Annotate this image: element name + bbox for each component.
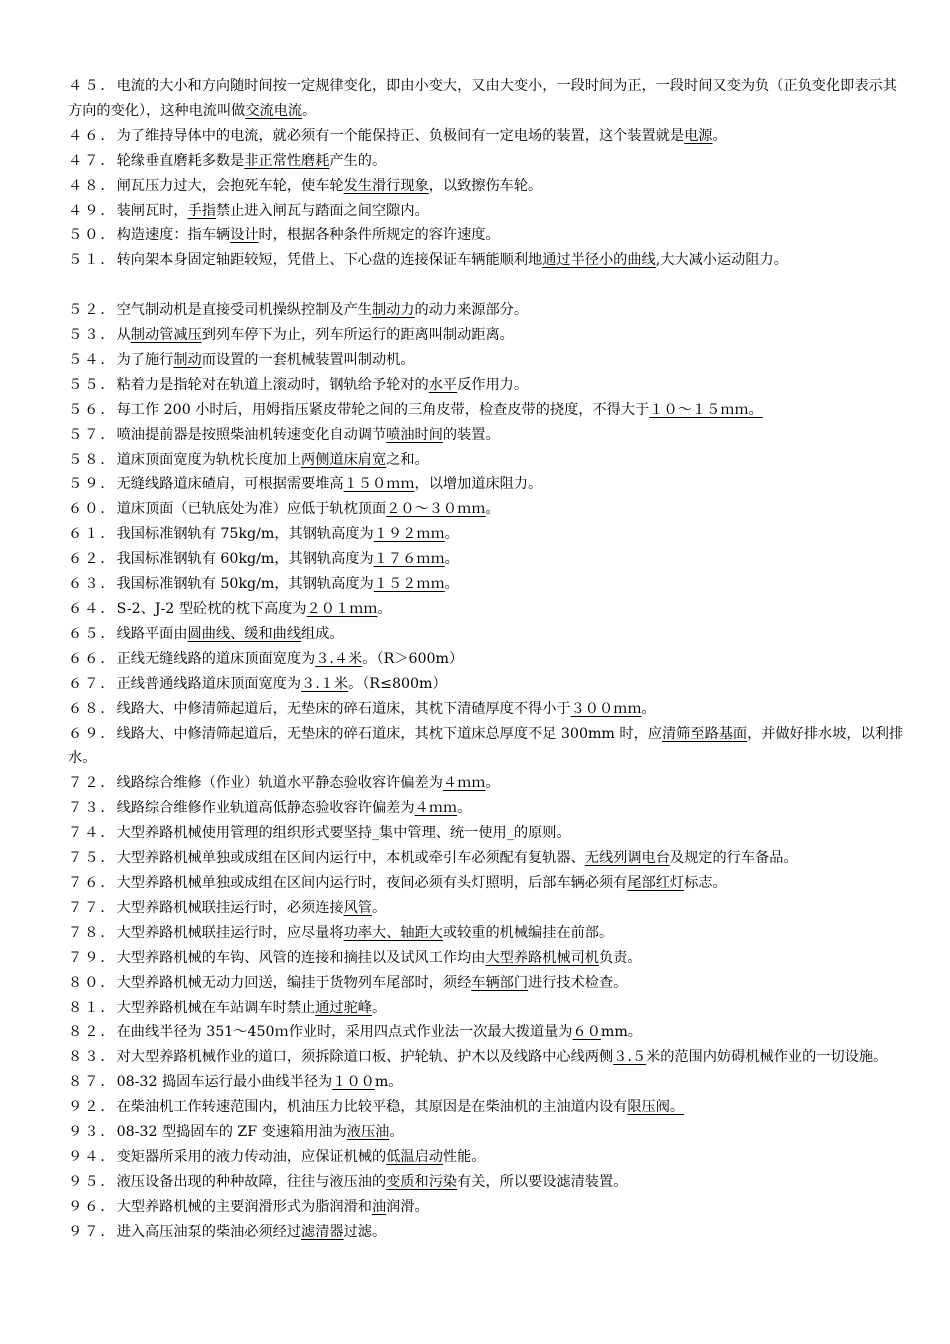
- question-text: 大型养路机械单独或成组在区间内运行时，夜间必须有头灯照明，后部车辆必须有: [116, 874, 628, 891]
- answer-text: １５０ｍｍ: [343, 476, 415, 493]
- document-page: [68, 74, 910, 1245]
- question-number: ５１．: [68, 252, 117, 269]
- answer-text: 非正常性磨耗: [244, 152, 330, 169]
- answer-text: 车辆部门: [471, 974, 529, 991]
- question-number: ９５．: [68, 1173, 117, 1190]
- answer-text: 功率大、轴距大: [343, 924, 443, 941]
- question-item: [68, 572, 910, 597]
- question-item: [68, 298, 910, 323]
- question-text: 。: [389, 1124, 404, 1141]
- question-text: 。: [302, 102, 317, 119]
- question-text: 电流的大小和方向随时间按一定规律变化，即由小变大，又由大变小，一段时间为正，一段时间又变为负（正负变化即表示其方向的变化），这种电流叫做: [68, 78, 897, 119]
- question-item: [68, 398, 910, 423]
- answer-text: 风管: [343, 899, 372, 916]
- question-number: ４６．: [68, 127, 117, 144]
- question-item: [68, 248, 910, 273]
- question-item: [68, 771, 910, 796]
- question-text: 大型养路机械联挂运行时，应尽量将: [116, 924, 344, 941]
- question-item: [68, 1170, 910, 1195]
- question-text: S-2、J-2 型砼枕的枕下高度为: [116, 601, 307, 618]
- question-item: [68, 348, 910, 373]
- question-number: ６８．: [68, 700, 117, 717]
- question-text: 。（R＞600m）: [362, 650, 464, 667]
- question-text: 装闸瓦时，: [116, 202, 188, 219]
- question-item: [68, 722, 910, 772]
- answer-text: ３.５: [613, 1049, 647, 1066]
- question-item: [68, 74, 910, 124]
- question-text: 每工作 200 小时后，用姆指压紧皮带轮之间的三角皮带，检查皮带的挠度，不得大于: [116, 401, 650, 418]
- question-number: ４７．: [68, 152, 117, 169]
- question-text: 。: [371, 899, 387, 916]
- answer-text: 水平: [428, 376, 458, 393]
- question-text: 。: [485, 501, 500, 518]
- question-item: [68, 622, 910, 647]
- question-text: 线路综合维修作业轨道高低静态验收容许偏差为: [116, 800, 415, 817]
- question-number: ９７．: [68, 1223, 117, 1240]
- question-text: 我国标准钢轨有 60kg/m，其钢轨高度为: [116, 551, 374, 568]
- answer-text: 手指: [187, 202, 216, 219]
- question-number: ９４．: [68, 1148, 117, 1165]
- question-number: ６０．: [68, 501, 117, 518]
- answer-text: 低温启动: [386, 1148, 443, 1165]
- answer-text: ４ｍｍ: [442, 775, 486, 792]
- question-text: 时，根据各种条件所规定的容许速度。: [258, 227, 500, 244]
- question-item: [68, 896, 910, 921]
- question-item: [68, 821, 910, 846]
- question-text: 。: [712, 127, 727, 144]
- answer-text: 通过半径小的曲线: [542, 252, 656, 269]
- question-number: ８２．: [68, 1024, 117, 1041]
- answer-text: ４ｍｍ: [414, 800, 458, 817]
- answer-text: ３００ｍｍ: [570, 700, 642, 717]
- question-number: ５８．: [68, 451, 117, 468]
- question-number: ９６．: [68, 1198, 117, 1215]
- question-number: ６６．: [68, 650, 117, 667]
- question-text: 为了施行: [116, 351, 174, 368]
- question-number: ５６．: [68, 401, 117, 418]
- question-text: 无缝线路道床碴肩，可根据需要堆高: [116, 476, 344, 493]
- question-item: [68, 223, 910, 248]
- answer-text: 大型养路机械司机: [485, 949, 599, 966]
- answer-text: 电源: [684, 127, 713, 144]
- question-text: 我国标准钢轨有 75kg/m，其钢轨高度为: [116, 526, 374, 543]
- answer-text: １５２ｍｍ: [373, 576, 445, 593]
- question-item: [68, 971, 910, 996]
- question-text: 粘着力是指轮对在轨道上滚动时，钢轨给予轮对的: [116, 376, 429, 393]
- question-text: 从: [116, 327, 131, 344]
- question-text: 标志。: [684, 874, 727, 891]
- question-text: 构造速度：指车辆: [116, 227, 231, 244]
- question-text: 轮缘垂直磨耗多数是: [116, 152, 245, 169]
- question-item: [68, 597, 910, 622]
- question-text: 闸瓦压力过大，会抱死车轮，使车轮: [116, 177, 344, 194]
- question-text: 产生的。: [329, 152, 387, 169]
- question-number: ７６．: [68, 874, 117, 891]
- question-number: ７２．: [68, 775, 117, 792]
- question-text: 大型养路机械单独或成组在区间内运行中，本机或牵引车必须配有复轨器、: [116, 850, 585, 867]
- question-text: 组成。: [301, 625, 344, 642]
- answer-text: 喷油时间: [386, 426, 443, 443]
- question-item: [68, 547, 910, 572]
- question-item: [68, 946, 910, 971]
- question-item: [68, 522, 910, 547]
- answer-text: １０～１５ｍｍ。: [649, 401, 763, 418]
- question-item: [68, 1070, 910, 1095]
- answer-text: 尾部红灯: [627, 874, 685, 891]
- question-number: ４８．: [68, 177, 117, 194]
- question-item: [68, 871, 910, 896]
- answer-text: 滤清器: [301, 1223, 344, 1240]
- answer-text: 液压油: [346, 1124, 390, 1141]
- question-item: [68, 448, 910, 473]
- question-text: 的装置。: [442, 426, 500, 443]
- question-text: 之和。: [386, 451, 429, 468]
- question-number: ５５．: [68, 376, 117, 393]
- question-number: ６３．: [68, 576, 117, 593]
- question-number: ７９．: [68, 949, 117, 966]
- question-text: mm。: [600, 1024, 642, 1041]
- question-text: 线路平面由: [116, 625, 188, 642]
- question-number: ５９．: [68, 476, 117, 493]
- answer-text: １００: [332, 1074, 375, 1091]
- question-text: 而设置的一套机械装置叫制动机。: [201, 351, 415, 368]
- answer-text: ３.１米: [301, 675, 349, 692]
- question-text: 08-32 型捣固车的 ZF 变速箱用油为: [116, 1124, 347, 1141]
- question-text: 进入高压油泵的柴油必须经过: [116, 1223, 302, 1240]
- question-number: ８０．: [68, 974, 117, 991]
- question-item: [68, 373, 910, 398]
- question-number: ６４．: [68, 601, 117, 618]
- question-text: 。: [485, 775, 500, 792]
- question-text: 线路综合维修（作业）轨道水平静态验收容许偏差为: [116, 775, 443, 792]
- question-text: 。: [444, 551, 459, 568]
- question-text: 线路大、中修清筛起道后，无垫床的碎石道床，其枕下道床总厚度不足 300mm 时，应: [116, 725, 662, 742]
- question-number: ４５．: [68, 78, 117, 94]
- question-item: [68, 846, 910, 871]
- answer-text: 圆曲线、缓和曲线: [187, 625, 302, 642]
- question-text: 及规定的行车备品。: [669, 850, 798, 867]
- answer-text: ２０１ｍｍ: [306, 601, 378, 618]
- answer-text: ３.４米: [315, 650, 363, 667]
- question-text: 转向架本身固定轴距较短，凭借上、下心盘的连接保证车辆能顺利地: [116, 252, 543, 269]
- question-text: 大型养路机械在车站调车时禁止: [116, 999, 316, 1016]
- answer-text: 交流电流: [245, 102, 303, 119]
- answer-text: 制动力: [371, 302, 415, 319]
- question-number: ７５．: [68, 850, 117, 867]
- question-text: 正线无缝线路的道床顶面宽度为: [116, 650, 316, 667]
- question-text: 进行技术检查。: [528, 974, 628, 991]
- question-number: ８１．: [68, 999, 117, 1016]
- answer-text: ２０～３０ｍｍ: [386, 501, 486, 518]
- question-text: 。: [377, 601, 392, 618]
- question-text: 在曲线半径为 351～450ｍ作业时，采用四点式作业法一次最大拨道量为: [116, 1024, 573, 1041]
- question-number: ７７．: [68, 899, 117, 916]
- question-item: [68, 1120, 910, 1145]
- question-item: [68, 996, 910, 1021]
- question-number: ７４．: [68, 825, 117, 842]
- answer-text: 发生滑行现象: [343, 177, 429, 194]
- question-text: 08-32 捣固车运行最小曲线半径为: [116, 1074, 333, 1091]
- question-number: ６９．: [68, 725, 117, 742]
- question-text: 有关，所以要设滤清装置。: [457, 1173, 628, 1190]
- question-text: 或较重的机械编挂在前部。: [442, 924, 614, 941]
- answer-text: 油: [371, 1198, 387, 1215]
- question-text: 大型养路机械的主要润滑形式为脂润滑和: [116, 1198, 372, 1215]
- answer-text: 制动: [173, 351, 202, 368]
- question-item: [68, 199, 910, 224]
- question-text: 为了维持导体中的电流，就必须有一个能保持正、负极间有一定电场的装置，这个装置就是: [116, 127, 685, 144]
- question-item: [68, 149, 910, 174]
- question-number: ４９．: [68, 202, 117, 219]
- answer-text: 通过驼峰: [315, 999, 372, 1016]
- question-text: 。: [641, 700, 656, 717]
- answer-text: １７６ｍｍ: [373, 551, 445, 568]
- question-item: [68, 1195, 910, 1220]
- question-text: 。（R≤800m）: [348, 675, 447, 692]
- answer-text: 无线列调电台: [584, 850, 670, 867]
- question-text: ,大大减小运动阻力。: [655, 252, 788, 269]
- question-number: ９３．: [68, 1124, 117, 1141]
- question-text: 正线普通线路道床顶面宽度为: [116, 675, 302, 692]
- question-number: ８３．: [68, 1049, 117, 1066]
- question-text: 道床顶面宽度为轨枕长度加上: [116, 451, 302, 468]
- question-item: [68, 921, 910, 946]
- answer-text: 设计: [230, 227, 259, 244]
- question-number: ９２．: [68, 1099, 117, 1116]
- question-item: [68, 423, 910, 448]
- question-number: ６１．: [68, 526, 117, 543]
- question-number: ５０．: [68, 227, 117, 244]
- question-item: [68, 672, 910, 697]
- question-text: 线路大、中修清筛起道后，无垫床的碎石道床，其枕下清碴厚度不得小于: [116, 700, 571, 717]
- question-text: ，以增加道床阻力。: [414, 476, 543, 493]
- question-text: 润滑。: [386, 1198, 429, 1215]
- question-item: [68, 697, 910, 722]
- question-text: 。: [371, 999, 387, 1016]
- question-number: ６５．: [68, 625, 117, 642]
- question-number: ５７．: [68, 426, 117, 443]
- question-text: 液压设备出现的种种故障，往往与液压油的: [116, 1173, 387, 1190]
- question-text: 过滤。: [343, 1223, 387, 1240]
- question-text: 米的范围内妨碍机械作业的一切设施。: [646, 1049, 888, 1066]
- question-item: [68, 796, 910, 821]
- question-text: 。: [444, 576, 459, 593]
- question-text: 喷油提前器是按照柴油机转速变化自动调节: [116, 426, 387, 443]
- question-text: 道床顶面（已轨底处为准）应低于轨枕顶面: [116, 501, 387, 518]
- question-text: 对大型养路机械作业的道口，须拆除道口板、护轮轨、护木以及线路中心线两侧: [116, 1049, 614, 1066]
- question-text: 大型养路机械使用管理的组织形式要坚持_集中管理、统一使用_的原则。: [116, 825, 571, 842]
- question-item: [68, 174, 910, 199]
- question-number: ７８．: [68, 924, 117, 941]
- question-text: 反作用力。: [457, 376, 529, 393]
- question-text: 。: [457, 800, 472, 817]
- question-text: 大型养路机械联挂运行时，必须连接: [116, 899, 344, 916]
- question-item: [68, 1045, 910, 1070]
- question-text: m。: [374, 1074, 403, 1091]
- question-item: [68, 472, 910, 497]
- answer-text: 两侧道床肩宽: [301, 451, 387, 468]
- question-number: ６２．: [68, 551, 117, 568]
- question-text: 我国标准钢轨有 50kg/m，其钢轨高度为: [116, 576, 374, 593]
- question-text: ，以致擦伤车轮。: [428, 177, 543, 194]
- question-item: [68, 497, 910, 522]
- question-item: [68, 323, 910, 348]
- question-item: [68, 1145, 910, 1170]
- question-item: [68, 1220, 910, 1245]
- question-text: 。: [444, 526, 459, 543]
- question-text: 在柴油机工作转速范围内，机油压力比较平稳，其原因是在柴油机的主油道内设有: [116, 1099, 628, 1116]
- question-text: 大型养路机械的车钩、风管的连接和摘挂以及试风工作均由: [116, 949, 486, 966]
- question-item: [68, 647, 910, 672]
- question-number: ６７．: [68, 675, 117, 692]
- question-text: 空气制动机是直接受司机操纵控制及产生: [116, 302, 372, 319]
- question-text: 性能。: [442, 1148, 486, 1165]
- question-number: ５４．: [68, 351, 117, 368]
- answer-text: 清筛至路基面: [661, 725, 748, 742]
- question-text: ，并做好排水坡，以利排水。: [68, 725, 904, 767]
- answer-text: 制动管减压: [130, 327, 202, 344]
- answer-text: １９２ｍｍ: [373, 526, 445, 543]
- question-number: ８７．: [68, 1074, 117, 1091]
- question-text: 禁止进入闸瓦与踏面之间空隙内。: [215, 202, 429, 219]
- question-number: ７３．: [68, 800, 117, 817]
- question-item: [68, 1020, 910, 1045]
- answer-text: 限压阀。: [627, 1099, 685, 1116]
- answer-text: 变质和污染: [386, 1173, 458, 1190]
- question-text: 大型养路机械无动力回送，编挂于货物列车尾部时，须经: [116, 974, 472, 991]
- question-text: 到列车停下为止，列车所运行的距离叫制动距离。: [201, 327, 514, 344]
- question-text: 的动力来源部分。: [414, 302, 529, 319]
- question-text: 负责。: [598, 949, 642, 966]
- question-number: ５３．: [68, 327, 117, 344]
- question-item: [68, 124, 910, 149]
- question-item: [68, 1095, 910, 1120]
- question-number: ５２．: [68, 302, 117, 319]
- question-text: 变矩器所采用的液力传动油，应保证机械的: [116, 1148, 387, 1165]
- answer-text: ６０: [572, 1024, 601, 1041]
